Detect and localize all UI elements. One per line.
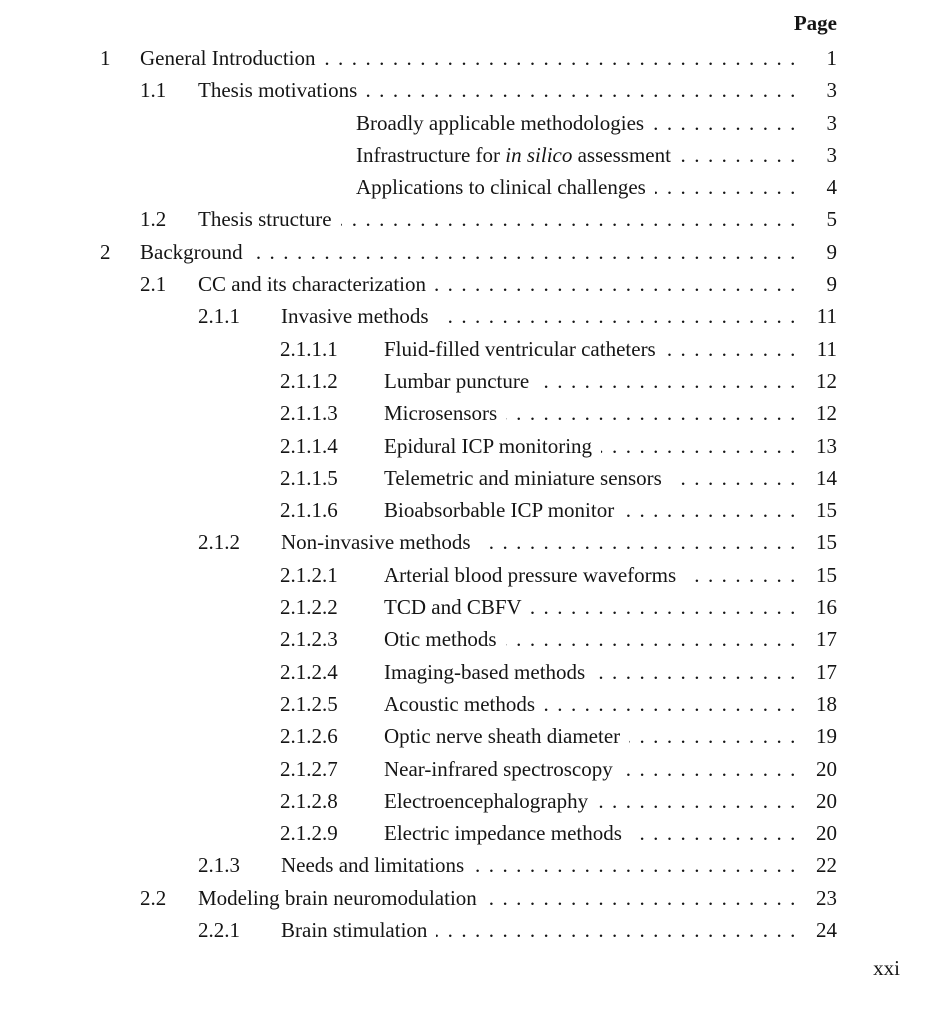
toc-entry[interactable] <box>100 623 837 655</box>
toc-entry[interactable] <box>100 430 837 462</box>
entry-page: 16 <box>816 595 837 620</box>
entry-page: 9 <box>826 272 837 297</box>
entry-title: Fluid-filled ventricular catheters <box>384 336 656 361</box>
dot-leader <box>252 236 797 268</box>
entry-number: 2.1.1 <box>198 304 240 329</box>
toc-entry[interactable] <box>100 300 837 332</box>
entry-title: Broadly applicable methodologies <box>356 110 645 135</box>
entry-title: Otic methods <box>384 627 497 652</box>
entry-number: 2.1.2.3 <box>280 627 338 652</box>
toc-entry[interactable] <box>100 817 837 849</box>
toc-entry[interactable] <box>100 74 837 106</box>
dot-leader <box>655 171 797 203</box>
toc-entry[interactable] <box>100 236 837 268</box>
toc-entry[interactable] <box>100 171 837 203</box>
entry-number: 2.1.1.3 <box>280 401 338 426</box>
toc-entry[interactable] <box>100 526 837 558</box>
dot-leader <box>438 300 797 332</box>
entry-title: Arterial blood pressure waveforms <box>384 562 677 587</box>
dot-leader <box>473 849 797 881</box>
page-column-header: Page <box>793 11 837 35</box>
dot-leader <box>531 591 797 623</box>
entry-title: CC and its characterization <box>198 272 426 297</box>
entry-number: 2.1.1.2 <box>280 368 338 393</box>
entry-title: Epidural ICP monitoring <box>384 433 593 458</box>
dot-leader <box>435 268 797 300</box>
toc-entry[interactable] <box>100 591 837 623</box>
dot-leader <box>665 333 797 365</box>
entry-page: 17 <box>816 659 837 684</box>
entry-title: Near-infrared spectroscopy <box>384 756 613 781</box>
toc-entry[interactable] <box>100 559 837 591</box>
entry-title: Thesis motivations <box>198 78 358 103</box>
dot-leader <box>623 494 797 526</box>
entry-title: Bioabsorbable ICP monitor <box>384 498 615 523</box>
entry-title: Electroencephalography <box>384 788 589 813</box>
entry-page: 12 <box>816 368 837 393</box>
toc-entry[interactable] <box>100 139 837 171</box>
entry-title: General Introduction <box>140 46 316 70</box>
entry-title: TCD and CBFV <box>384 595 522 620</box>
toc-entry[interactable] <box>100 268 837 300</box>
dot-leader <box>597 785 797 817</box>
entry-page: 22 <box>816 853 837 878</box>
dot-leader <box>366 74 797 106</box>
entry-title: Acoustic methods <box>384 691 536 716</box>
entry-number: 2.2.1 <box>198 918 240 943</box>
entry-title: Optic nerve sheath diameter <box>384 724 621 749</box>
dot-leader <box>671 462 797 494</box>
dot-leader <box>544 688 797 720</box>
dot-leader <box>506 623 797 655</box>
dot-leader <box>341 203 797 235</box>
dot-leader <box>685 559 797 591</box>
entry-page: 11 <box>816 304 837 329</box>
entry-number: 1.2 <box>140 207 167 232</box>
entry-page: 19 <box>816 724 837 749</box>
entry-page: 11 <box>816 336 837 361</box>
toc-entry[interactable] <box>100 753 837 785</box>
entry-number: 2.1.2.1 <box>280 562 338 587</box>
dot-leader <box>480 526 797 558</box>
toc-entry[interactable] <box>100 882 837 914</box>
entry-page: 9 <box>826 239 837 264</box>
entry-number: 2.1.2.9 <box>280 821 338 846</box>
entry-page: 24 <box>816 918 837 943</box>
toc-entry[interactable] <box>100 462 837 494</box>
entry-page: 3 <box>826 142 837 167</box>
toc-entry[interactable] <box>100 849 837 881</box>
entry-title: Electric impedance methods <box>384 821 622 846</box>
entry-title: Applications to clinical challenges <box>356 175 646 200</box>
entry-page: 23 <box>816 885 837 910</box>
entry-number: 2.1.2.5 <box>280 691 338 716</box>
entry-page: 13 <box>816 433 837 458</box>
entry-title: Needs and limitations <box>281 853 465 878</box>
entry-number: 1.1 <box>140 78 167 103</box>
entry-page: 20 <box>816 788 837 813</box>
toc-entry[interactable] <box>100 107 837 139</box>
entry-number: 2.1.2.4 <box>280 659 338 684</box>
entry-number: 2.1.1.1 <box>280 336 338 361</box>
entry-page: 1 <box>826 46 837 70</box>
entry-title: Background <box>140 239 243 264</box>
entry-title: Telemetric and miniature sensors <box>384 465 662 490</box>
entry-page: 3 <box>826 110 837 135</box>
entry-page: 5 <box>826 207 837 232</box>
entry-number: 2.1 <box>140 272 167 297</box>
toc-entry[interactable] <box>100 720 837 752</box>
entry-number: 2.1.1.4 <box>280 433 338 458</box>
entry-title: Non-invasive methods <box>281 530 471 555</box>
entry-number: 2.1.2.8 <box>280 788 338 813</box>
dot-leader <box>653 107 797 139</box>
entry-page: 15 <box>816 530 837 555</box>
entry-number: 2.1.2.6 <box>280 724 338 749</box>
toc-entry[interactable] <box>100 688 837 720</box>
entry-number: 1 <box>100 46 111 70</box>
entry-page: 15 <box>816 498 837 523</box>
toc-entry[interactable] <box>100 397 837 429</box>
toc-entry[interactable] <box>100 203 837 235</box>
toc-entry[interactable] <box>100 365 837 397</box>
entry-page: 18 <box>816 691 837 716</box>
toc-list <box>100 42 837 946</box>
entry-page: 12 <box>816 401 837 426</box>
toc-entry[interactable] <box>100 494 837 526</box>
entry-number: 2.1.2 <box>198 530 240 555</box>
entry-page: 4 <box>826 175 837 200</box>
entry-title: Imaging-based methods <box>384 659 586 684</box>
entry-number: 2.1.1.6 <box>280 498 338 523</box>
toc-entry[interactable] <box>100 656 837 688</box>
dot-leader <box>506 397 797 429</box>
dot-leader <box>622 753 797 785</box>
entry-number: 2.2 <box>140 885 167 910</box>
toc-entry[interactable] <box>100 914 837 946</box>
entry-page: 15 <box>816 562 837 587</box>
dot-leader <box>601 430 797 462</box>
dot-leader <box>436 914 797 946</box>
dot-leader <box>594 656 797 688</box>
entry-number: 2.1.2.2 <box>280 595 338 620</box>
entry-page: 14 <box>816 465 837 490</box>
dot-leader <box>629 720 797 752</box>
entry-page: 3 <box>826 78 837 103</box>
entry-number: 2.1.2.7 <box>280 756 338 781</box>
dot-leader <box>325 42 797 74</box>
dot-leader <box>631 817 797 849</box>
entry-number: 2 <box>100 239 111 264</box>
dot-leader <box>538 365 797 397</box>
toc-entry[interactable] <box>100 333 837 365</box>
entry-title: Modeling brain neuromodulation <box>198 885 477 910</box>
toc-entry[interactable] <box>100 42 837 74</box>
dot-leader <box>486 882 797 914</box>
folio-page-number: xxi <box>873 956 900 980</box>
entry-title: Microsensors <box>384 401 498 426</box>
dot-leader <box>680 139 797 171</box>
entry-title: Infrastructure for in silico assessment <box>356 142 671 167</box>
entry-page: 20 <box>816 821 837 846</box>
entry-title: Brain stimulation <box>281 918 428 943</box>
entry-title: Thesis structure <box>198 207 332 232</box>
entry-number: 2.1.1.5 <box>280 465 338 490</box>
toc-entry[interactable] <box>100 785 837 817</box>
entry-page: 17 <box>816 627 837 652</box>
entry-page: 20 <box>816 756 837 781</box>
entry-title: Invasive methods <box>281 304 429 329</box>
entry-number: 2.1.3 <box>198 853 240 878</box>
entry-title: Lumbar puncture <box>384 368 530 393</box>
